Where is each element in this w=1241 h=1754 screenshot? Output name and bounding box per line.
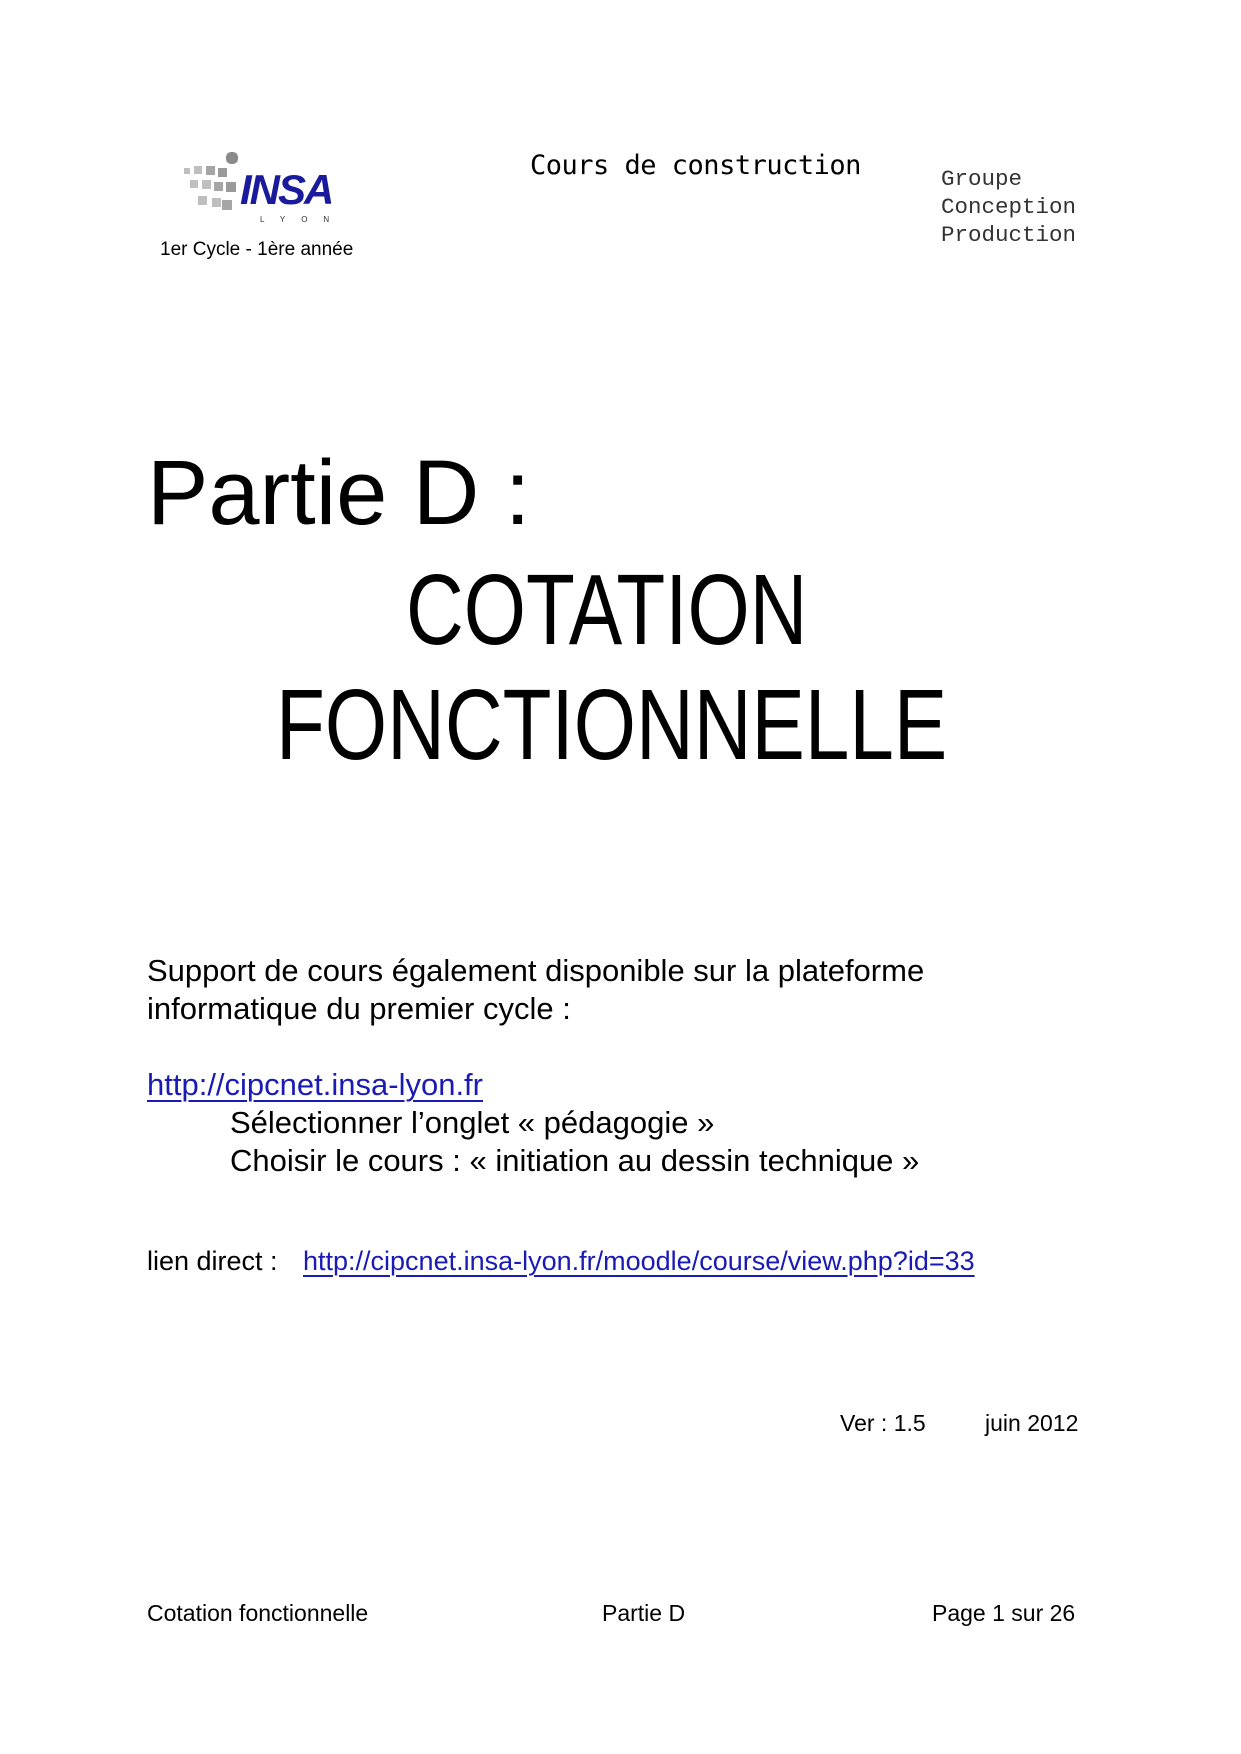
- direct-link-label: lien direct :: [147, 1246, 278, 1276]
- part-title: Partie D :: [147, 442, 531, 544]
- footer-page-number: Page 1 sur 26: [932, 1600, 1076, 1626]
- group-line-3: Production: [941, 222, 1077, 248]
- group-line-2: Conception: [941, 194, 1077, 220]
- course-title: Cours de construction: [530, 150, 861, 181]
- logo-subtitle: LYON: [260, 215, 346, 224]
- group-block: [941, 165, 1076, 249]
- cipcnet-link[interactable]: http://cipcnet.insa-lyon.fr: [147, 1067, 483, 1102]
- support-text-line-2: informatique du premier cycle :: [147, 991, 571, 1026]
- insa-lyon-logo: [182, 146, 362, 230]
- cycle-label: 1er Cycle - 1ère année: [160, 239, 354, 260]
- group-line-1: Groupe: [941, 166, 1023, 192]
- footer-part: Partie D: [602, 1600, 686, 1626]
- moodle-course-link[interactable]: http://cipcnet.insa-lyon.fr/moodle/course/view.php?id=33: [303, 1246, 975, 1276]
- support-text-line-1: Support de cours également disponible sur la plateforme: [147, 953, 925, 988]
- title-line-fonctionnelle: FONCTIONNELLE: [276, 669, 948, 781]
- title-line-cotation: COTATION: [406, 554, 808, 666]
- footer-document-title: Cotation fonctionnelle: [147, 1600, 369, 1626]
- logo-wordmark: INSA: [240, 166, 333, 213]
- insa-logo-icon: [182, 146, 362, 230]
- version-number: Ver : 1.5: [840, 1410, 926, 1436]
- version-date: juin 2012: [985, 1410, 1079, 1436]
- instruction-select-tab: Sélectionner l’onglet « pédagogie »: [230, 1105, 715, 1140]
- instruction-choose-course: Choisir le cours : « initiation au dessin technique »: [230, 1143, 920, 1178]
